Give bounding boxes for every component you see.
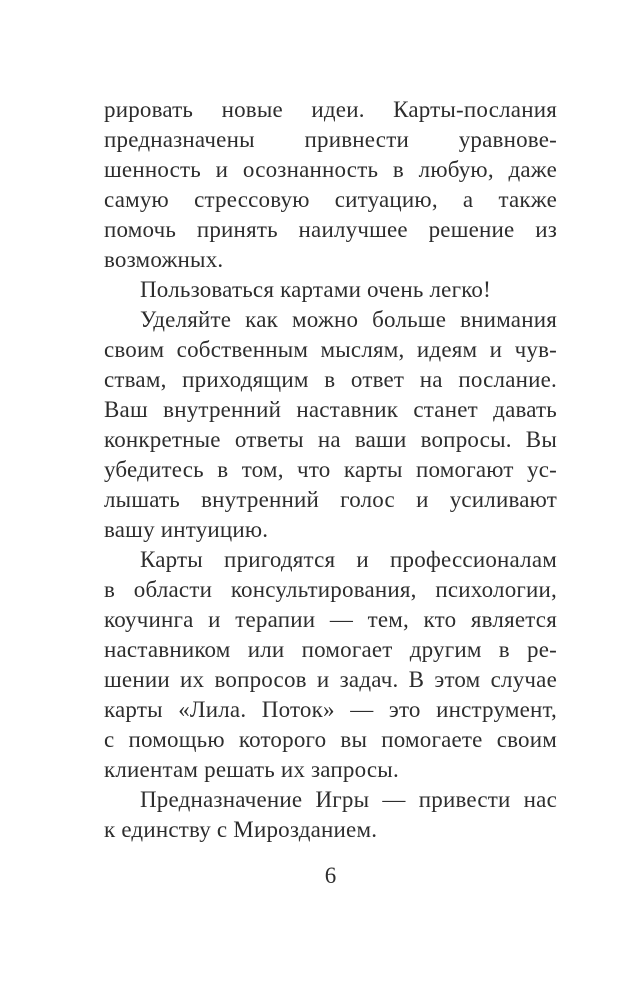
text-line: возможных. (104, 247, 224, 272)
text-line: с помощью которого вы помогаете своим (104, 727, 557, 752)
text-line: Предназначение Игры — привести нас (140, 787, 557, 812)
text-line: коучинга и терапии — тем, кто является (104, 607, 557, 632)
page-text (104, 95, 557, 845)
text-line: Ваш внутренний наставник станет давать (104, 397, 557, 422)
text-line: шенность и осознанность в любую, даже (104, 157, 557, 182)
text-line: наставником или помогает другим в ре- (104, 637, 557, 662)
text-line: Пользоваться картами очень легко! (140, 277, 491, 302)
text-line: Карты пригодятся и профессионалам (140, 547, 557, 572)
text-line: самую стрессовую ситуацию, а также (104, 187, 557, 212)
text-line: Уделяйте как можно больше внимания (140, 307, 557, 332)
text-line: клиентам решать их запросы. (104, 757, 399, 782)
text-line: вашу интуицию. (104, 517, 269, 542)
text-line: карты «Лила. Поток» — это инструмент, (104, 697, 557, 722)
text-line: к единству с Мирозданием. (104, 817, 378, 842)
text-line: предназначены привнести уравнове- (104, 127, 557, 152)
text-line: своим собственным мыслям, идеям и чув- (104, 337, 557, 362)
text-line: шении их вопросов и задач. В этом случае (104, 667, 557, 692)
text-line: ствам, приходящим в ответ на послание. (104, 367, 557, 392)
page-number: 6 (324, 863, 337, 888)
text-line: в области консультирования, психологии, (104, 577, 557, 602)
text-line: конкретные ответы на ваши вопросы. Вы (104, 427, 557, 452)
text-line: убедитесь в том, что карты помогают ус- (104, 457, 557, 482)
text-line: рировать новые идеи. Карты-послания (104, 97, 557, 122)
text-line: помочь принять наилучшее решение из (104, 217, 557, 242)
text-line: лышать внутренний голос и усиливают (104, 487, 557, 512)
